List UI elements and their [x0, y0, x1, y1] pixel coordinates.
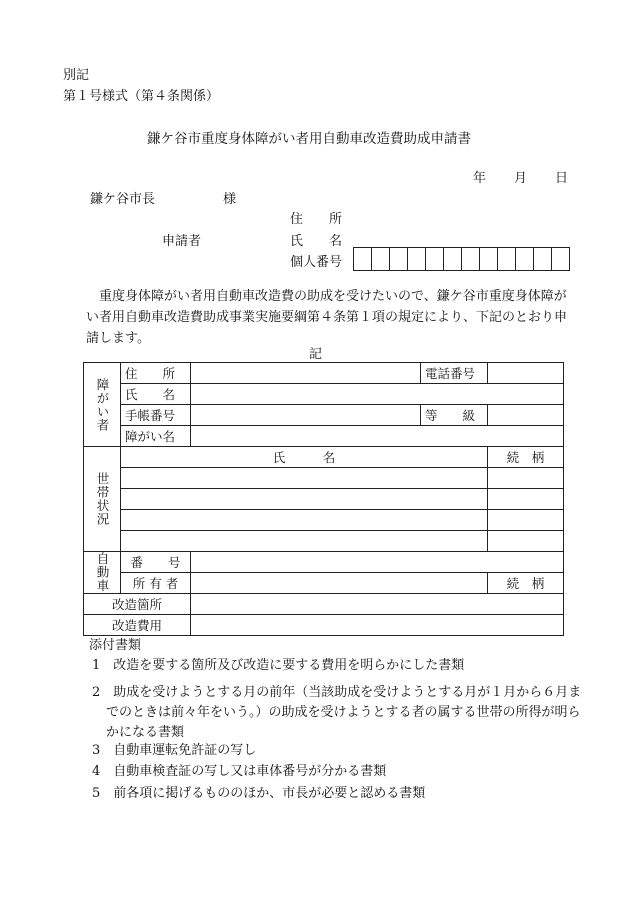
attachments-heading: 添付書類 [89, 638, 142, 653]
household-name-header: 氏 名 [121, 447, 488, 468]
modification-cost-label: 改造費用 [84, 615, 191, 636]
household-relation-field[interactable] [488, 531, 564, 552]
grade-field[interactable] [488, 405, 564, 426]
phone-field[interactable] [488, 363, 564, 384]
form-number: 第１号様式（第４条関係） [63, 89, 220, 104]
modification-cost-field[interactable] [191, 615, 564, 636]
handbook-number-field[interactable] [191, 405, 421, 426]
personal-number-digit-box[interactable] [551, 248, 569, 270]
attachment-item: 1 改造を要する箇所及び改造に要する費用を明らかにした書類 [92, 658, 465, 673]
personal-number-label: 個人番号 [290, 255, 343, 270]
household-section-header: 世帯状況 [84, 447, 121, 552]
personal-number-digit-box[interactable] [389, 248, 407, 270]
household-name-field[interactable] [121, 531, 488, 552]
page-title: 鎌ケ谷市重度身体障がい者用自動車改造費助成申請書 [147, 131, 471, 147]
modification-part-label: 改造箇所 [84, 594, 191, 615]
date-day: 日 [555, 171, 569, 186]
modification-part-field[interactable] [191, 594, 564, 615]
personal-number-digit-box[interactable] [443, 248, 461, 270]
grade-label: 等 級 [421, 405, 488, 426]
household-relation-header: 続 柄 [488, 447, 564, 468]
car-number-field[interactable] [191, 552, 564, 573]
phone-label: 電話番号 [421, 363, 488, 384]
attachment-item: 2 助成を受けようとする月の前年（当該助成を受けようとする月が１月から６月までのときは前々年をいう。）の助成を受けようとする者の属する世帯の所得が明らかになる書類 [92, 685, 582, 740]
personal-number-digit-box[interactable] [497, 248, 515, 270]
application-statement: 重度身体障がい者用自動車改造費の助成を受けたいので、鎌ケ谷市重度身体障がい者用自動車改造費助成事業実施要綱第４条第１項の規定により、下記のとおり申請します。 [86, 289, 568, 346]
date-month: 月 [514, 171, 528, 186]
personal-number-digit-box[interactable] [407, 248, 425, 270]
disability-name-label: 障がい名 [121, 426, 191, 447]
personal-number-digit-box[interactable] [354, 248, 371, 270]
personal-number-digit-box[interactable] [479, 248, 497, 270]
personal-number-digit-box[interactable] [371, 248, 389, 270]
applicant-name-label: 氏 名 [290, 234, 343, 249]
applicant-address-label: 住 所 [290, 212, 343, 227]
household-relation-field[interactable] [488, 468, 564, 489]
household-name-field[interactable] [121, 468, 488, 489]
applicant-label: 申請者 [162, 234, 202, 249]
car-owner-field[interactable] [191, 573, 488, 594]
household-name-field[interactable] [121, 510, 488, 531]
date-year: 年 [473, 171, 487, 186]
appendix-label: 別記 [63, 68, 90, 83]
ki-label: 記 [309, 347, 323, 362]
household-name-field[interactable] [121, 489, 488, 510]
car-number-label: 番 号 [121, 552, 191, 573]
disability-name-field[interactable] [191, 426, 564, 447]
personal-number-boxes[interactable] [353, 247, 570, 271]
personal-number-digit-box[interactable] [533, 248, 551, 270]
handbook-number-label: 手帳番号 [121, 405, 191, 426]
attachment-item: 3 自動車運転免許証の写し [92, 743, 257, 758]
application-table [83, 362, 564, 636]
household-relation-field[interactable] [488, 510, 564, 531]
addressee-honorific: 様 [223, 192, 237, 207]
address-label: 住 所 [121, 363, 191, 384]
car-section-header: 自動車 [84, 552, 121, 594]
car-owner-label: 所 有 者 [121, 573, 191, 594]
address-field[interactable] [191, 363, 421, 384]
disabled-section-header: 障がい者 [84, 363, 121, 447]
name-field[interactable] [191, 384, 564, 405]
personal-number-digit-box[interactable] [515, 248, 533, 270]
personal-number-digit-box[interactable] [425, 248, 443, 270]
car-relation-label: 続 柄 [488, 573, 564, 594]
household-relation-field[interactable] [488, 489, 564, 510]
name-label: 氏 名 [121, 384, 191, 405]
attachment-item: 5 前各項に掲げるもののほか、市長が必要と認める書類 [92, 786, 426, 801]
addressee-mayor: 鎌ケ谷市長 [90, 192, 156, 207]
attachment-item: 4 自動車検査証の写し又は車体番号が分かる書類 [92, 764, 387, 779]
personal-number-digit-box[interactable] [461, 248, 479, 270]
